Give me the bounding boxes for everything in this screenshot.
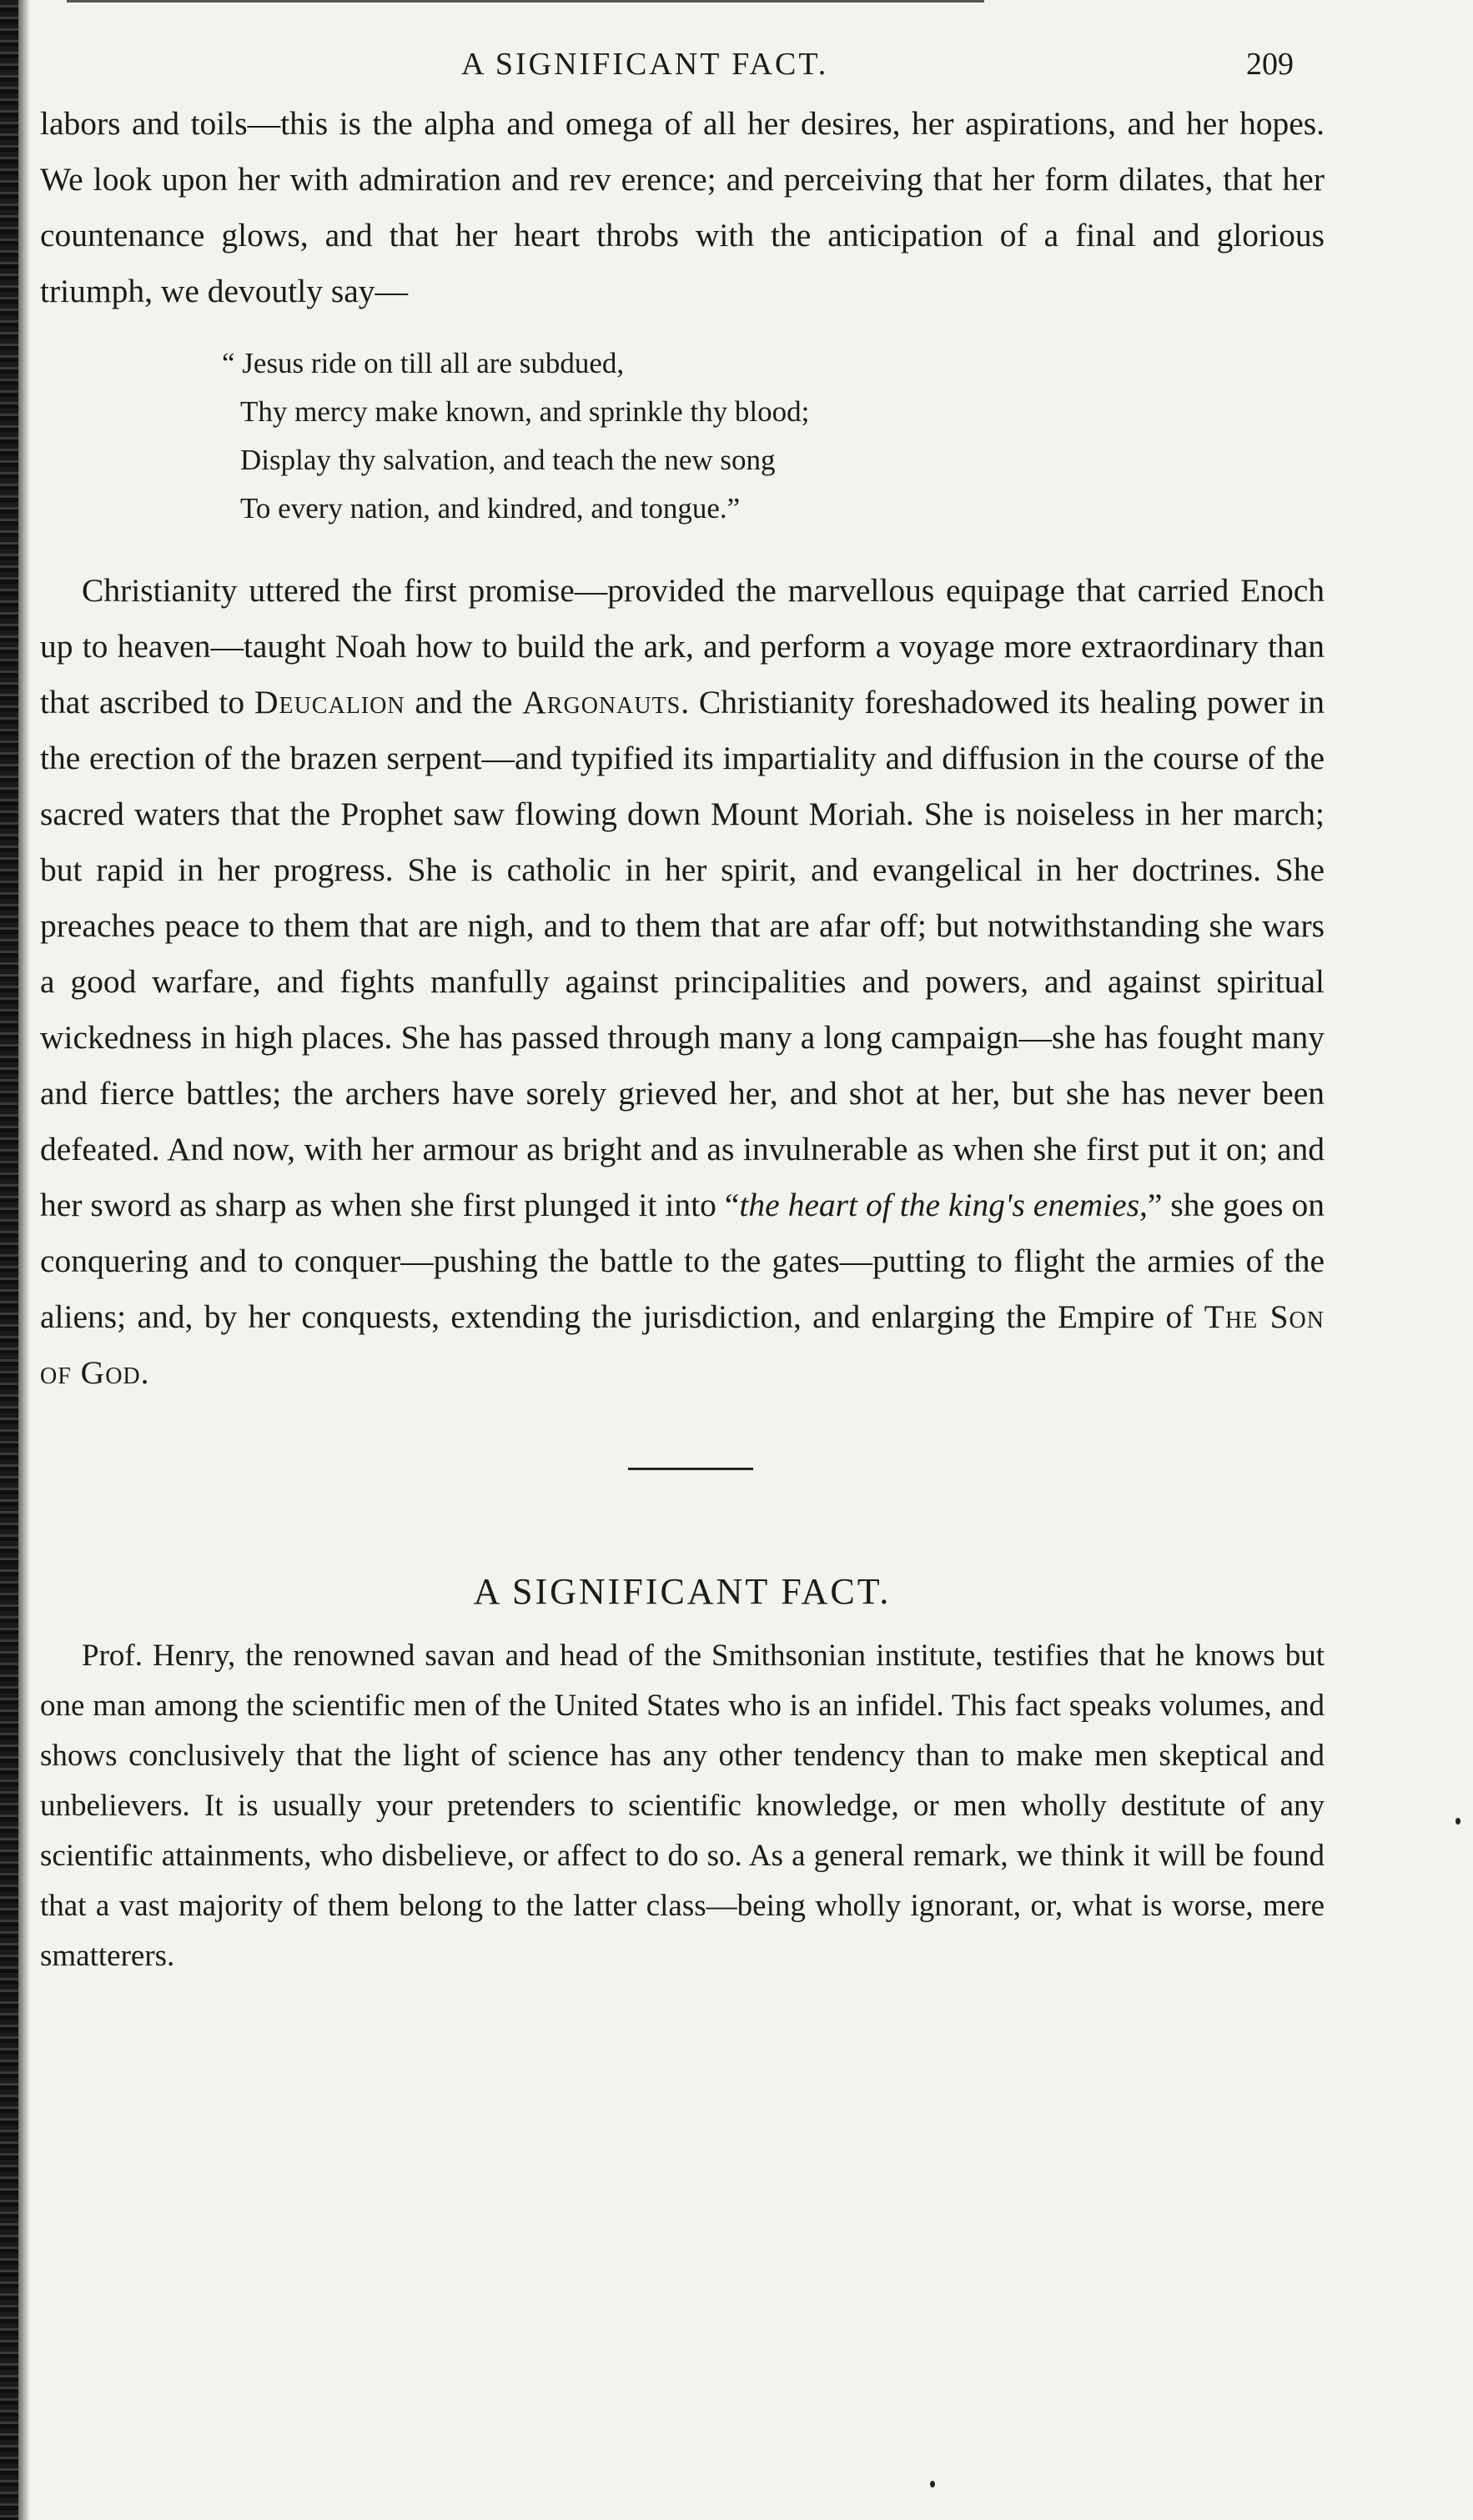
hymn-quotation: [222, 339, 1325, 533]
book-page: [40, 46, 1325, 1981]
book-binding-edge: [0, 0, 18, 2520]
running-title: A SIGNIFICANT FACT.: [461, 47, 829, 82]
deucalion-name: Deucalion: [254, 684, 405, 720]
hymn-line: Thy mercy make known, and sprinkle thy blood;: [240, 395, 810, 428]
running-head: [40, 46, 1325, 96]
article-title: A SIGNIFICANT FACT.: [473, 1571, 892, 1612]
hymn-line: Display thy salvation, and teach the new song: [240, 444, 776, 476]
paragraph-alpha-omega: labors and toils—this is the alpha and omega of all her desires, her aspirations, and her hopes. We look upon her with admiration and rev erence; and perceiving that her form dilates, that her countenance glows, and that her heart throbs with the anticipation of a final and glorious triumph, we devoutly say—: [40, 105, 1325, 309]
son-of-god-phrase: The Son of God: [40, 1298, 1325, 1391]
hymn-line: To every nation, and kindred, and tongue.”: [240, 492, 741, 525]
top-page-edge: [67, 0, 984, 3]
text-run: ” she goes on conquering and to conquer—pushing the battle to the gates—putting to flight the armies of the aliens; and, by her conquests, extending the jurisdiction, and enlarging the Empire of: [40, 1187, 1325, 1335]
hymn-line: “ Jesus ride on till all are subdued,: [222, 347, 625, 379]
ink-speck: [1455, 1818, 1460, 1825]
italic-quotation: the heart of the king's enemies,: [739, 1187, 1148, 1223]
article-body: Prof. Henry, the renowned savan and head of the Smithsonian institute, testifies that he knows but one man among the scientific men of the United States who is an infidel. This fact speaks volumes, and shows conclusively that the light of science has any other tendency than to make men skeptical and unbelievers. It is usually your pretenders to scientific knowledge, or men wholly destitute of any scientific attainments, who disbelieve, or affect to do so. As a general remark, we think it will be found that a vast majority of them belong to the latter class—being wholly ignorant, or, what is worse, mere smatterers.: [40, 1639, 1325, 1973]
text-run: and the: [405, 684, 523, 720]
page-number: 209: [1246, 47, 1294, 82]
argonauts-name: Argonauts: [522, 684, 681, 720]
text-run: .: [140, 1354, 149, 1391]
paragraph-christianity: [40, 563, 1325, 1401]
section-divider-rule: [628, 1468, 753, 1470]
text-run: . Christianity foreshadowed its healing power in the erection of the brazen serpent—and typified its impartiality and diffusion in the course of the sacred waters that the Prophet saw flowing down Mount Moriah. She is noiseless in her march; but rapid in her progress. She is catholic in her spirit, and evangelical in her doctrines. She preaches peace to them that are nigh, and to them that are afar off; but notwithstanding she wars a good warfare, and fights manfully against principalities and powers, and against spiritual wickedness in high places. She has passed through many a long campaign—she has fought many and fierce battles; the archers have sorely grieved her, and shot at her, but she has never been defeated. And now, with her armour as bright and as invulnerable as when she first put it on; and her sword as sharp as when she first plunged it into “: [40, 684, 1325, 1223]
text-run: Christianity uttered the first promise—provided the marvellous equipage that carried Enoch up to heaven—taught Noah how to build the ark, and perform a voyage more extraordinary than that ascribed to: [40, 572, 1325, 720]
binding-shadow: [18, 0, 30, 2520]
ink-speck: [930, 2481, 935, 2487]
